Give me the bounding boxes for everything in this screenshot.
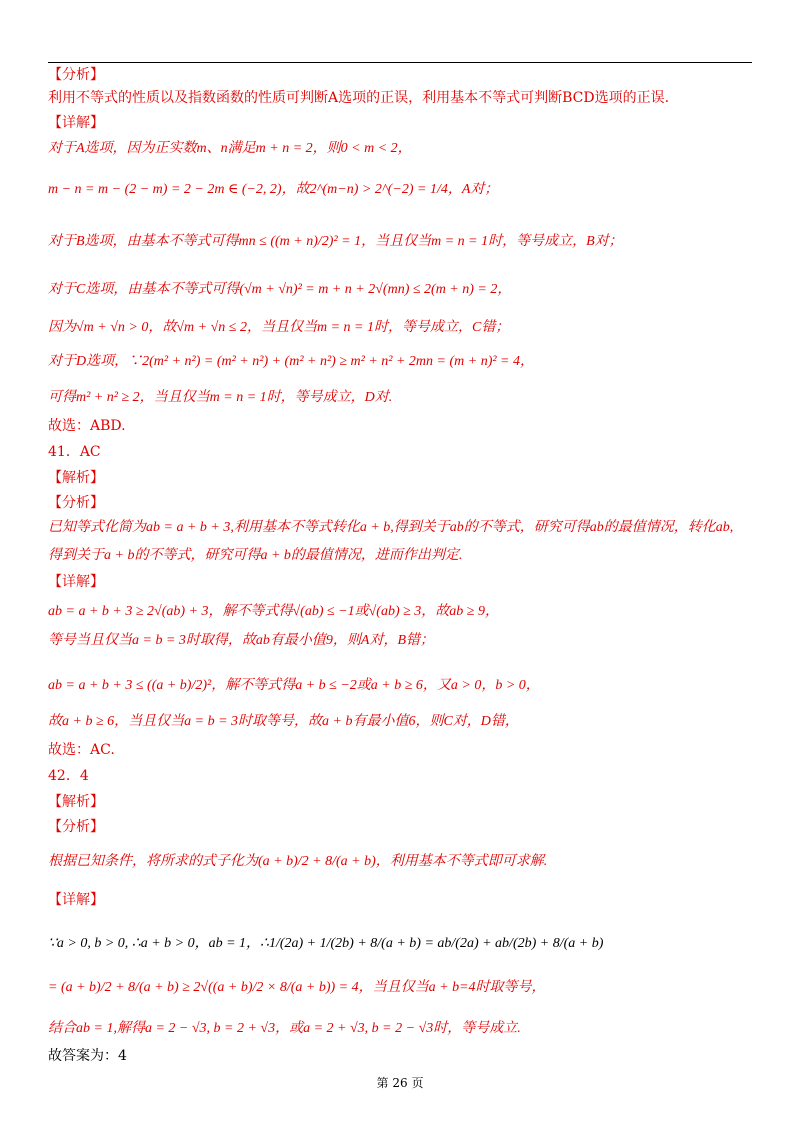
- label-solution-42: 【解析】: [48, 794, 104, 810]
- label-solution-41: 【解析】: [48, 470, 104, 486]
- page-number: 第 26 页: [376, 1076, 424, 1090]
- option-b-line: 对于B选项，由基本不等式可得mn ≤ ((m + n)/2)² = 1，当且仅当m = n = 1时，等号成立，B对；: [48, 234, 623, 249]
- answer-41: 故选：AC.: [48, 742, 115, 758]
- analysis-42-line: 根据已知条件，将所求的式子化为(a + b)/2 + 8/(a + b)，利用基本不等式即可求解.: [48, 854, 548, 869]
- detail-42-line-2: = (a + b)/2 + 8/(a + b) ≥ 2√((a + b)/2 × 8/(a + b)) = 4，当且仅当a + b=4时取等号，: [48, 980, 546, 995]
- detail-42-line-1: ∵a > 0, b > 0, ∴a + b > 0，ab = 1，∴1/(2a) + 1/(2b) + 8/(a + b) = ab/(2a) + ab/(2b) + 8/(a + b): [48, 936, 604, 951]
- label-detail-41: 【详解】: [48, 574, 104, 590]
- label-analysis: 【分析】: [48, 67, 104, 83]
- option-d-line-2: 可得m² + n² ≥ 2，当且仅当m = n = 1时，等号成立，D对.: [48, 390, 393, 405]
- analysis-41-line-1: 已知等式化简为ab = a + b + 3,利用基本不等式转化a + b,得到关于ab的不等式，研究可得ab的最值情况，转化ab,: [48, 520, 734, 535]
- option-a-line-2: m − n = m − (2 − m) = 2 − 2m ∈ (−2, 2)，故2^(m−n) > 2^(−2) = 1/4，A对；: [48, 182, 499, 197]
- label-detail-42: 【详解】: [48, 892, 104, 908]
- label-detail: 【详解】: [48, 115, 104, 131]
- option-a-line-1: 对于A选项，因为正实数m、n满足m + n = 2，则0 < m < 2，: [48, 141, 412, 156]
- detail-42-line-3: 结合ab = 1,解得a = 2 − √3, b = 2 + √3，或a = 2 + √3, b = 2 − √3时，等号成立.: [48, 1021, 521, 1036]
- final-answer-42: 故答案为：4: [48, 1048, 127, 1064]
- answer-40: 故选：ABD.: [48, 418, 126, 434]
- analysis-text: 利用不等式的性质以及指数函数的性质可判断A选项的正误，利用基本不等式可判断BCD选项的正误.: [48, 90, 670, 106]
- label-analysis-42: 【分析】: [48, 819, 104, 835]
- question-42-answer: 42．4: [48, 768, 89, 784]
- option-c-line-2: 因为√m + √n > 0，故√m + √n ≤ 2，当且仅当m = n = 1时，等号成立，C错；: [48, 320, 510, 335]
- detail-41-line-3: ab = a + b + 3 ≤ ((a + b)/2)²，解不等式得a + b ≤ −2或a + b ≥ 6，又a > 0，b > 0，: [48, 678, 540, 693]
- question-41-answer: 41．AC: [48, 444, 101, 460]
- detail-41-line-1: ab = a + b + 3 ≥ 2√(ab) + 3，解不等式得√(ab) ≤ −1或√(ab) ≥ 3，故ab ≥ 9，: [48, 604, 499, 619]
- option-d-line-1: 对于D选项，∵2(m² + n²) = (m² + n²) + (m² + n²) ≥ m² + n² + 2mn = (m + n)² = 4，: [48, 354, 535, 369]
- analysis-41-line-2: 得到关于a + b的不等式，研究可得a + b的最值情况，进而作出判定.: [48, 548, 463, 563]
- option-c-line-1: 对于C选项，由基本不等式可得(√m + √n)² = m + n + 2√(mn) ≤ 2(m + n) = 2，: [48, 282, 512, 297]
- top-rule: [48, 62, 752, 63]
- detail-41-line-4: 故a + b ≥ 6，当且仅当a = b = 3时取等号，故a + b有最小值6，则C对，D错，: [48, 714, 519, 729]
- label-analysis-41: 【分析】: [48, 495, 104, 511]
- detail-41-line-2: 等号当且仅当a = b = 3时取得，故ab有最小值9，则A对，B错；: [48, 633, 434, 648]
